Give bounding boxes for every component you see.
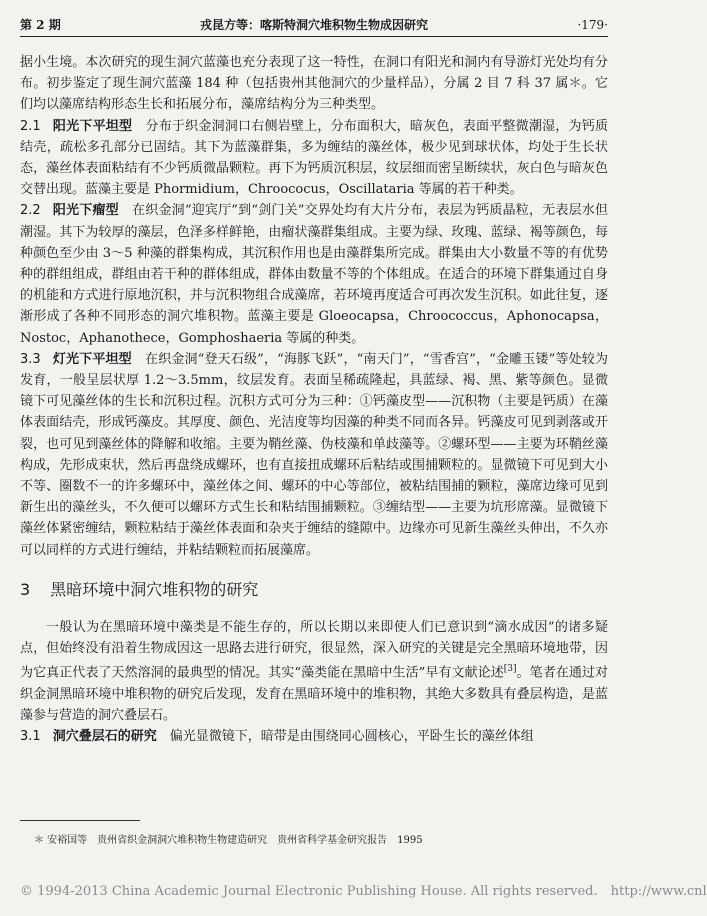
subsection-title: 洞穴叠层石的研究 [52,729,157,745]
subsection-2-2 [20,200,608,348]
subsection-3-3 [20,349,608,561]
footnote: ＊ 安裕国等 贵州省织金洞洞穴堆积物生物建造研究 贵州省科学基金研究报告 1995 [34,835,423,846]
issue-label: 第 2 期 [20,18,61,32]
section-3-heading [20,577,608,603]
copyright-watermark: © 1994-2013 China Academic Journal Electronic Publishing House. All rights reserved. http://www.cnl [20,884,707,899]
subsection-title: 阳光下瘤型 [52,203,119,219]
paragraph-continued: 据小生境。本次研究的现生洞穴蓝藻也充分表现了这一特性，在洞口有阳光和洞内有导游灯光处均有分布。初步鉴定了现生洞穴蓝藻 184 种（包括贵州其他洞穴的少量样品），分属 2 目 7 科 37 属＊。它们均以藻席结构形态生长和拓展分布，藻席结构分为三种类型。 [20,55,608,113]
subsection-title: 灯光下平坦型 [52,351,132,367]
section-3-intro [20,617,608,726]
subsection-body: 偏光显微镜下，暗带是由围绕同心圆核心，平卧生长的藻丝体组 [169,729,534,745]
subsection-number: 2.1 [20,118,41,134]
subsection-number: 2.2 [20,203,41,219]
subsection-title: 阳光下平坦型 [52,118,133,134]
body-text [20,52,608,747]
subsection-number: 3.3 [20,351,41,367]
section-title: 黑暗环境中洞穴堆积物的研究 [50,579,259,599]
running-title: 戎昆方等：喀斯特洞穴堆积物生物成因研究 [199,18,428,32]
section-number: 3 [20,579,31,599]
footnote-divider [20,820,140,821]
citation-ref: [3] [503,664,517,675]
subsection-3-1 [20,726,608,747]
subsection-body: 分布于织金洞洞口右侧岩壁上，分布面积大，暗灰色，表面平整微潮湿，为钙质结壳，疏松多孔部分已固结。其下为蓝藻群集，多为缠结的藻丝体，极少见到球状体，均处于生长状态，藻丝体表面粘结有不少钙质微晶颗粒。再下为钙质沉积层，纹层细而密呈断续状，灰白色与暗灰色交替出现。蓝藻主要是 Phormidium，Chroococus，Oscillataria 等属的若干种类。 [20,118,608,198]
intro-text-cont: 。笔者在通过对织金洞黑暗环境中堆积物的研究后发现，发育在黑暗环境中的堆积物，其绝大多数具有叠层构造，是蓝藻参与营造的洞穴叠层石。 [20,665,608,724]
subsection-2-1 [20,116,608,201]
page-number: ·179· [577,18,608,32]
subsection-body: 在织金洞“登天石级”，“海豚飞跃”，“南天门”，“雪香宫”，“金雕玉镂”等处较为发育，一般呈层状厚 1.2～3.5mm，纹层发育。表面呈稀疏隆起，具蓝绿、褐、黑、紫等颜色。显微镜下可见藻丝体的生长和沉积过程。沉积方式可分为三种：①钙藻皮型——沉积物（主要是钙质）在藻体表面结壳，形成钙藻皮。其厚度、颜色、光洁度等均因藻的种类不同而各异。钙藻皮可见到剥落或开裂，也可见到藻丝体的降解和收缩。主要为鞘丝藻、伪枝藻和单歧藻等。②螺环型——主要为环鞘丝藻构成，先形成束状，然后再盘绕成螺环，也有直接扭成螺环后粘结或围捕颗粒的。显微镜下可见到大小不等、圈数不一的许多螺环中，藻丝体之间、螺环的中心等部位，被粘结围捕的颗粒，藻席边缘可见到新生出的藻丝头，不久便可以螺环方式生长和粘结围捕颗粒。③缠结型——主要为坑形席藻。显微镜下藻丝体紧密缠结，颗粒粘结于藻丝体表面和杂夹于缠结的缝隙中。边缘亦可见新生藻丝头伸出，不久亦可以同样的方式进行缠结，并粘结颗粒而拓展藻席。 [20,351,608,558]
running-header [20,14,608,37]
subsection-body: 在织金洞“迎宾厅”到“剑门关”交界处均有大片分布，表层为钙质晶粒，无表层水但潮湿。其下为较厚的藻层，色泽多样鲜艳，由瘤状藻群集组成。主要为绿、玫瑰、蓝绿、褐等颜色，每种颜色至少由 3～5 种藻的群集构成，其沉积作用也是由藻群集所完成。群集由大小数量不等的有优势种的群组组成，群组由若干种的群体组成，群体由数量不等的个体组成。在适合的环境下群集通过自身的机能和方式进行原地沉积，并与沉积物组合成藻席，若环境再度适合可再次发生沉积。如此往复，逐渐形成了各种不同形态的洞穴堆积物。蓝藻主要是 Gloeocapsa，Chroococcus，Aphonocapsa，Nostoc，Aphanothece，Gomphoshaeria 等属的种类。 [20,203,608,346]
intro-text: 一般认为在黑暗环境中藻类是不能生存的，所以长期以来即使人们已意识到“滴水成因”的诸多疑点，但始终没有沿着生物成因这一思路去进行研究，很显然，深入研究的关键是完全黑暗环境地带，因为它真正代表了天然溶洞的最典型的情况。其实“藻类能在黑暗中生活”早有文献论述 [20,619,608,681]
subsection-number: 3.1 [20,729,41,745]
